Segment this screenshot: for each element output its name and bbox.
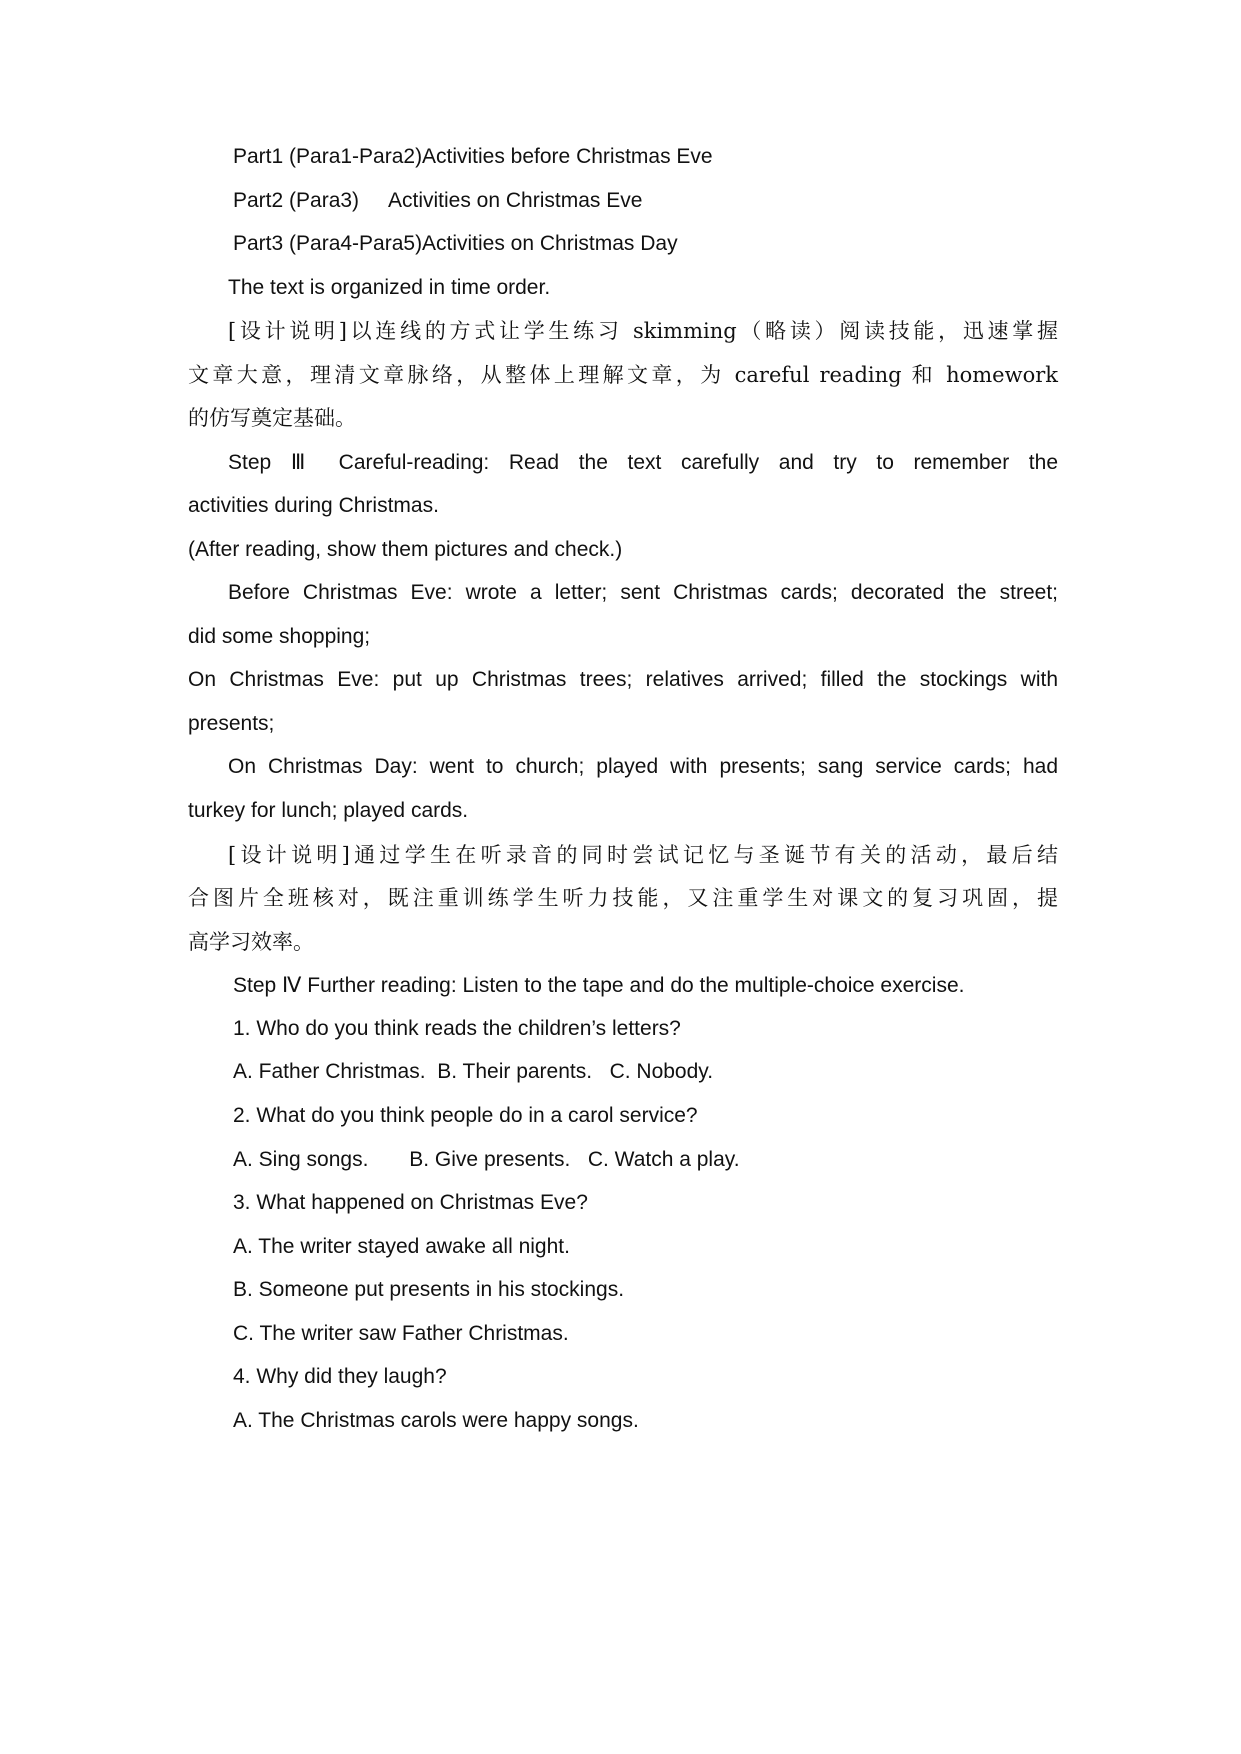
question-4: 4. Why did they laugh? xyxy=(233,1365,447,1388)
question-4-option-a: A. The Christmas carols were happy songs. xyxy=(233,1409,639,1432)
activities-eve-line-2: presents; xyxy=(188,712,275,735)
activities-eve-line-1: On Christmas Eve: put up Christmas trees; relatives arrived; filled the stockings with xyxy=(188,668,1058,691)
question-1-options: A. Father Christmas. B. Their parents. C. Nobody. xyxy=(233,1060,714,1083)
part3-label: Part3 (Para4-Para5) xyxy=(233,232,423,255)
part3-desc: Activities on Christmas Day xyxy=(422,232,678,255)
question-2-options: A. Sing songs. B. Give presents. C. Watch a play. xyxy=(233,1148,740,1171)
part1-label: Part1 (Para1-Para2) xyxy=(233,145,423,168)
part2-desc: Activities on Christmas Eve xyxy=(388,189,643,212)
step3-note: (After reading, show them pictures and check.) xyxy=(188,538,623,561)
design-note-1-line-1: [设计说明]以连线的方式让学生练习 skimming（略读）阅读技能，迅速掌握 xyxy=(228,319,1058,343)
step3-line-2: activities during Christmas. xyxy=(188,494,439,517)
part2-row xyxy=(233,187,1058,215)
order-note: The text is organized in time order. xyxy=(228,276,551,299)
activities-before-line-2: did some shopping; xyxy=(188,625,371,648)
design-note-2-line-3: 高学习效率。 xyxy=(188,930,314,954)
part2-label: Part2 (Para3) xyxy=(233,189,360,212)
design-note-2-line-1: [设计说明]通过学生在听录音的同时尝试记忆与圣诞节有关的活动，最后结 xyxy=(228,843,1058,867)
part1-row xyxy=(233,143,1058,171)
question-3-option-c: C. The writer saw Father Christmas. xyxy=(233,1322,569,1345)
step4-heading: Step Ⅳ Further reading: Listen to the tape and do the multiple-choice exercise. xyxy=(233,974,965,997)
step3-heading: Step Ⅲ Careful-reading: Read the text carefully and try to remember the xyxy=(228,451,1058,474)
part1-desc: Activities before Christmas Eve xyxy=(422,145,713,168)
design-note-1-line-2: 文章大意，理清文章脉络，从整体上理解文章，为 careful reading 和 homework xyxy=(188,363,1058,387)
question-1: 1. Who do you think reads the children’s letters? xyxy=(233,1017,681,1040)
question-3-option-a: A. The writer stayed awake all night. xyxy=(233,1235,570,1258)
activities-before-line-1: Before Christmas Eve: wrote a letter; sent Christmas cards; decorated the street; xyxy=(228,581,1058,604)
question-2: 2. What do you think people do in a carol service? xyxy=(233,1104,698,1127)
question-3: 3. What happened on Christmas Eve? xyxy=(233,1191,588,1214)
design-note-1-line-3: 的仿写奠定基础。 xyxy=(188,406,356,430)
design-note-2-line-2: 合图片全班核对，既注重训练学生听力技能，又注重学生对课文的复习巩固，提 xyxy=(188,886,1058,910)
part3-row xyxy=(233,230,1058,258)
activities-day-line-2: turkey for lunch; played cards. xyxy=(188,799,469,822)
question-3-option-b: B. Someone put presents in his stockings. xyxy=(233,1278,625,1301)
activities-day-line-1: On Christmas Day: went to church; played with presents; sang service cards; had xyxy=(228,755,1058,778)
